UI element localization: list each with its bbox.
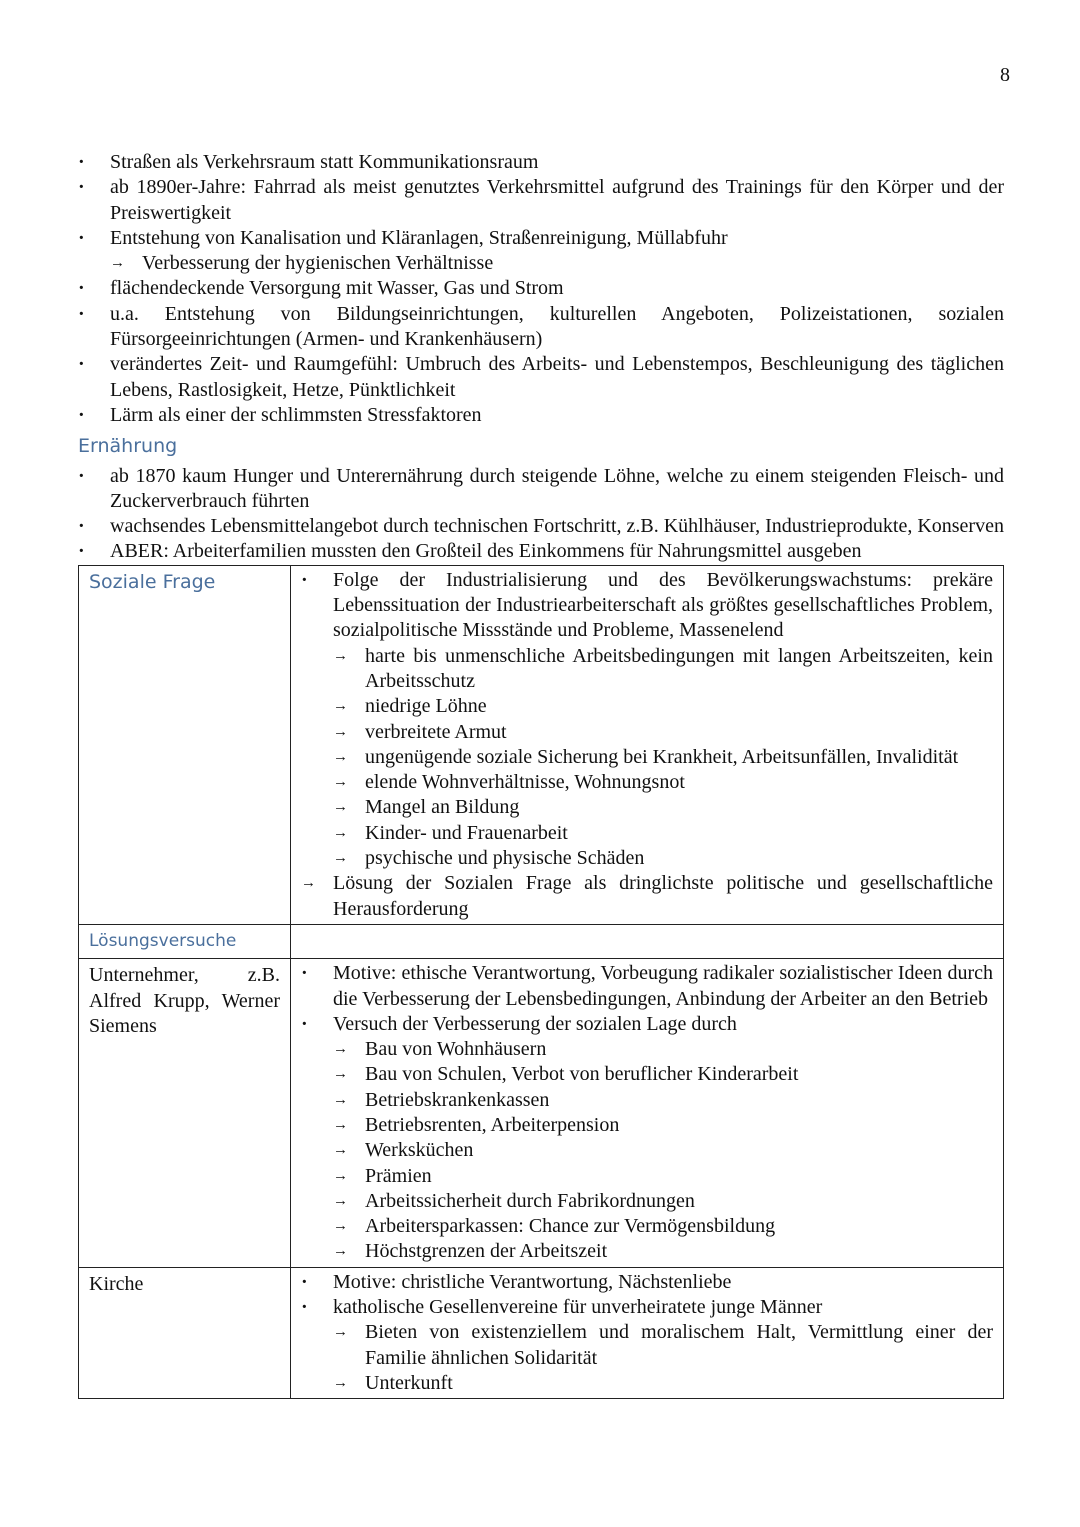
arrow-conclusion: → Lösung der Sozialen Frage als dringlichste politische und gesellschaftliche Herausforderung	[301, 871, 993, 922]
bullet-item: · Motive: christliche Verantwortung, Nächstenliebe	[301, 1270, 993, 1295]
row-label-unternehmer: Unternehmer, z.B. Alfred Krupp, Werner Siemens	[89, 964, 280, 1037]
row-label-kirche: Kirche	[89, 1272, 144, 1295]
table-cell	[291, 924, 1004, 958]
table-row	[79, 1267, 1004, 1398]
arrow-item: → Kinder- und Frauenarbeit	[301, 821, 993, 846]
bullet-item: · Motive: ethische Verantwortung, Vorbeugung radikaler sozialistischer Ideen durch die Verbesserung der Lebensbedingungen, Anbindung der Arbeiter an den Betrieb	[301, 961, 993, 1012]
page-content	[78, 150, 1004, 1399]
table-row	[79, 959, 1004, 1268]
arrow-item: → Arbeitssicherheit durch Fabrikordnungen	[301, 1189, 993, 1214]
bullet-item: · Folge der Industrialisierung und des Bevölkerungswachstums: prekäre Lebenssituation der Industriearbeiterschaft als größtes gesellschaftliches Problem, sozialpolitische Missstände und Probleme, Massenelend	[301, 568, 993, 644]
page-number: 8	[1000, 64, 1010, 86]
arrow-item: → Betriebskrankenkassen	[301, 1088, 993, 1113]
arrow-item: → elende Wohnverhältnisse, Wohnungsnot	[301, 770, 993, 795]
arrow-item: → Betriebsrenten, Arbeiterpension	[301, 1113, 993, 1138]
arrow-item: → niedrige Löhne	[301, 694, 993, 719]
bullet-item: · ab 1890er-Jahre: Fahrrad als meist genutztes Verkehrsmittel aufgrund des Trainings für den Körper und der Preiswertigkeit	[78, 175, 1004, 226]
arrow-item: → Prämien	[301, 1164, 993, 1189]
table-row	[79, 924, 1004, 958]
bullet-item: · Straßen als Verkehrsraum statt Kommunikationsraum	[78, 150, 1004, 175]
bullet-item: · Entstehung von Kanalisation und Kläranlagen, Straßenreinigung, Müllabfuhr	[78, 226, 1004, 251]
arrow-item: → Höchstgrenzen der Arbeitszeit	[301, 1239, 993, 1264]
table-cell	[79, 1267, 291, 1398]
soziale-frage-table	[78, 565, 1004, 1400]
arrow-item: → harte bis unmenschliche Arbeitsbedingungen mit langen Arbeitszeiten, kein Arbeitsschutz	[301, 644, 993, 695]
section-heading-ernaehrung: Ernährung	[78, 435, 178, 458]
bullet-item: · katholische Gesellenvereine für unverheiratete junge Männer	[301, 1295, 993, 1320]
arrow-item: → Arbeitersparkassen: Chance zur Vermögensbildung	[301, 1214, 993, 1239]
bullet-item: · Versuch der Verbesserung der sozialen Lage durch	[301, 1012, 993, 1037]
arrow-item: → Unterkunft	[301, 1371, 993, 1396]
arrow-item: → ungenügende soziale Sicherung bei Krankheit, Arbeitsunfällen, Invalidität	[301, 745, 993, 770]
arrow-item: → verbreitete Armut	[301, 720, 993, 745]
bullet-item: · wachsendes Lebensmittelangebot durch technischen Fortschritt, z.B. Kühlhäuser, Industrieprodukte, Konserven	[78, 514, 1004, 539]
section-heading-loesungsversuche: Lösungsversuche	[89, 930, 237, 951]
arrow-item: → Bieten von existenziellem und moralischem Halt, Vermittlung einer der Familie ähnlichen Solidarität	[301, 1320, 993, 1371]
arrow-item: → Werksküchen	[301, 1138, 993, 1163]
bullet-item: · flächendeckende Versorgung mit Wasser, Gas und Strom	[78, 276, 1004, 301]
arrow-item: → Bau von Schulen, Verbot von beruflicher Kinderarbeit	[301, 1062, 993, 1087]
table-cell	[79, 959, 291, 1268]
bullet-item: · u.a. Entstehung von Bildungseinrichtungen, kulturellen Angeboten, Polizeistationen, sozialen Fürsorgeeinrichtungen (Armen- und Krankenhäusern)	[78, 302, 1004, 353]
bullet-item: · ab 1870 kaum Hunger und Unterernährung durch steigende Löhne, welche zu einem steigenden Fleisch- und Zuckerverbrauch führten	[78, 464, 1004, 515]
table-row	[79, 565, 1004, 924]
arrow-item: → psychische und physische Schäden	[301, 846, 993, 871]
table-cell	[291, 959, 1004, 1268]
table-cell	[291, 1267, 1004, 1398]
table-cell	[291, 565, 1004, 924]
table-cell	[79, 565, 291, 924]
arrow-item: → Verbesserung der hygienischen Verhältnisse	[78, 251, 1004, 276]
bullet-item: · Lärm als einer der schlimmsten Stressfaktoren	[78, 403, 1004, 428]
section-heading-soziale-frage: Soziale Frage	[89, 570, 216, 593]
table-cell	[79, 924, 291, 958]
arrow-item: → Bau von Wohnhäusern	[301, 1037, 993, 1062]
arrow-item: → Mangel an Bildung	[301, 795, 993, 820]
bullet-item: · verändertes Zeit- und Raumgefühl: Umbruch des Arbeits- und Lebenstempos, Beschleunigung des täglichen Lebens, Rastlosigkeit, Hetze, Pünktlichkeit	[78, 352, 1004, 403]
bullet-item: · ABER: Arbeiterfamilien mussten den Großteil des Einkommens für Nahrungsmittel ausgeben	[78, 539, 1004, 564]
